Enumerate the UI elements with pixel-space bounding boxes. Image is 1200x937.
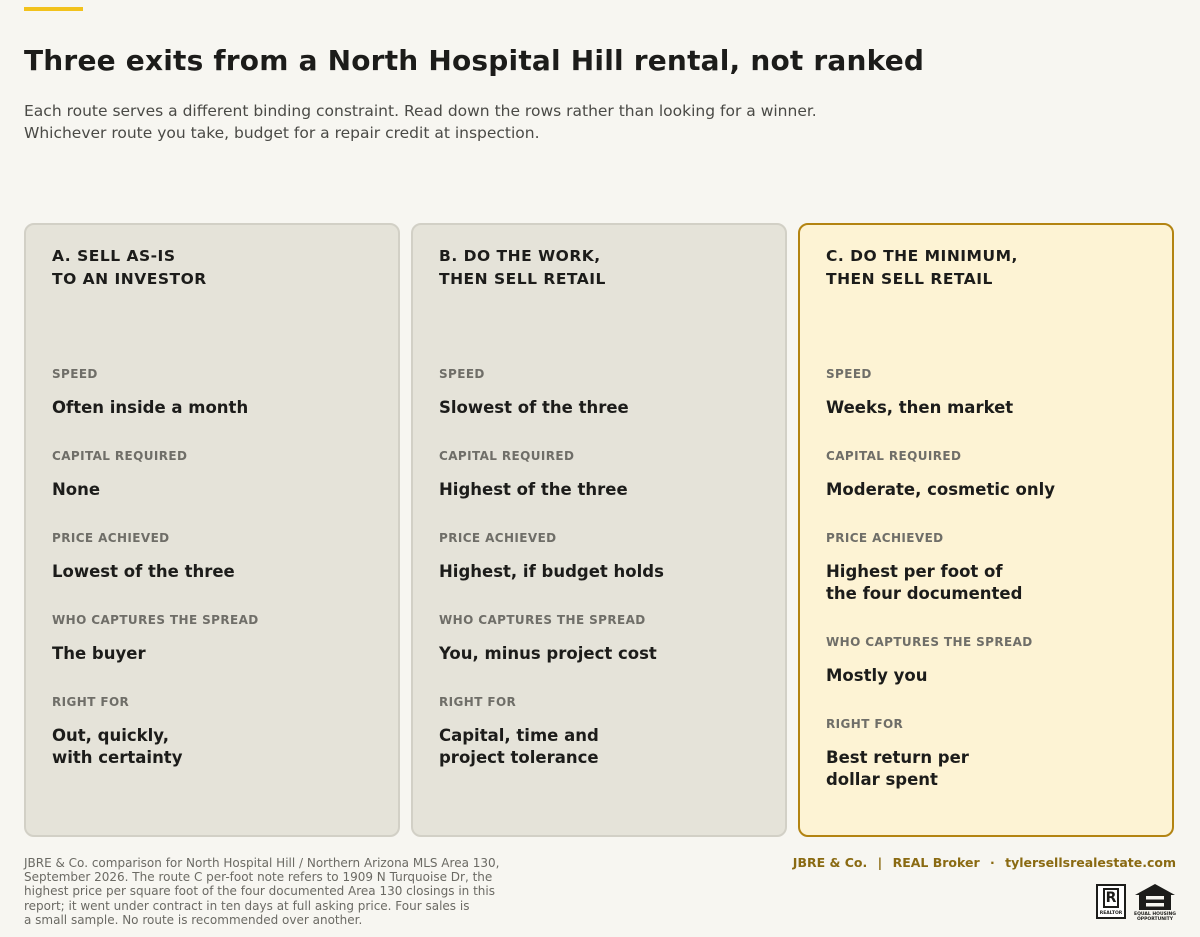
row-label: PRICE ACHIEVED — [52, 531, 170, 545]
row-value-line: Capital, time and — [439, 726, 599, 745]
row-value — [439, 713, 769, 795]
footnote-line: report; it went under contract in ten days at full asking price. Four sales is — [24, 898, 470, 913]
card-heading-line: A. SELL AS-IS — [52, 247, 176, 265]
brand-separator: · — [989, 855, 995, 870]
row-value — [52, 467, 382, 527]
page-title: Three exits from a North Hospital Hill rental, not ranked — [24, 44, 925, 77]
website-link[interactable]: tylersellsrealestate.com — [1005, 855, 1176, 870]
footnote-line: JBRE & Co. comparison for North Hospital Hill / Northern Arizona MLS Area 130, — [24, 856, 500, 870]
brand-separator: | — [877, 855, 883, 870]
card-rows — [52, 363, 382, 795]
equal-housing-opportunity-icon — [1133, 882, 1177, 924]
row-label: WHO CAPTURES THE SPREAD — [826, 635, 1033, 649]
broker-name: REAL Broker — [892, 855, 980, 870]
row-value-line: Highest of the three — [439, 480, 628, 499]
route-card — [24, 223, 400, 837]
row-value-line: Lowest of the three — [52, 562, 235, 581]
row-value — [52, 385, 382, 445]
row-label: PRICE ACHIEVED — [826, 531, 944, 545]
row-label: WHO CAPTURES THE SPREAD — [439, 613, 646, 627]
row-value-line: Often inside a month — [52, 398, 249, 417]
footnote-line: September 2026. The route C per-foot note refers to 1909 N Turquoise Dr, the — [24, 870, 493, 885]
row-value-line: dollar spent — [826, 770, 938, 789]
subtitle-line: Each route serves a different binding constraint. Read down the rows rather than looking for a winner. — [24, 102, 817, 120]
card-heading-line: TO AN INVESTOR — [52, 270, 207, 288]
row-value-line: the four documented — [826, 584, 1023, 603]
realtor-letter: R — [1103, 888, 1119, 908]
row-value-line: Highest per foot of — [826, 562, 1003, 581]
footnote — [24, 856, 499, 927]
accent-bar — [24, 7, 83, 11]
card-heading — [52, 245, 207, 291]
row-value — [439, 385, 769, 445]
row-label: RIGHT FOR — [439, 695, 517, 709]
card-heading — [826, 245, 1018, 291]
row-value — [52, 549, 382, 609]
row-label: PRICE ACHIEVED — [439, 531, 557, 545]
row-value — [439, 549, 769, 609]
eho-caption-line: OPPORTUNITY — [1136, 917, 1173, 922]
row-value — [826, 735, 1156, 817]
row-value — [826, 467, 1156, 527]
eho-caption — [1133, 912, 1177, 922]
row-value-line: You, minus project cost — [439, 644, 657, 663]
card-heading-line: THEN SELL RETAIL — [439, 270, 606, 288]
row-value-line: Weeks, then market — [826, 398, 1014, 417]
row-value — [826, 385, 1156, 445]
card-heading-line: THEN SELL RETAIL — [826, 270, 993, 288]
row-value-line: Moderate, cosmetic only — [826, 480, 1056, 499]
route-card — [798, 223, 1174, 837]
row-value-line: Out, quickly, — [52, 726, 170, 745]
footnote-line: highest price per square foot of the four documented Area 130 closings in this — [24, 884, 495, 899]
route-card — [411, 223, 787, 837]
row-value-line: The buyer — [52, 644, 146, 663]
row-value — [826, 653, 1156, 713]
row-value-line: Best return per — [826, 748, 969, 767]
row-label: CAPITAL REQUIRED — [826, 449, 962, 463]
row-value — [439, 467, 769, 527]
row-value — [52, 713, 382, 795]
card-rows — [826, 363, 1156, 817]
card-heading — [439, 245, 606, 291]
row-value-line: project tolerance — [439, 748, 599, 767]
card-heading-line: B. DO THE WORK, — [439, 247, 601, 265]
row-label: SPEED — [439, 367, 485, 381]
realtor-r-icon — [1096, 884, 1126, 919]
subtitle — [24, 100, 817, 144]
row-label: SPEED — [52, 367, 98, 381]
row-value-line: with certainty — [52, 748, 183, 767]
row-label: RIGHT FOR — [826, 717, 904, 731]
row-value-line: None — [52, 480, 101, 499]
row-value — [439, 631, 769, 691]
row-value-line: Slowest of the three — [439, 398, 629, 417]
subtitle-line: Whichever route you take, budget for a repair credit at inspection. — [24, 124, 540, 142]
row-label: RIGHT FOR — [52, 695, 130, 709]
company-name: JBRE & Co. — [792, 855, 868, 870]
row-value-line: Mostly you — [826, 666, 928, 685]
footnote-line: a small sample. No route is recommended over another. — [24, 912, 363, 927]
row-label: WHO CAPTURES THE SPREAD — [52, 613, 259, 627]
realtor-caption: REALTOR — [1099, 911, 1123, 916]
row-label: SPEED — [826, 367, 872, 381]
row-value — [826, 549, 1156, 631]
card-rows — [439, 363, 769, 795]
eho-caption-line: EQUAL HOUSING — [1134, 912, 1176, 917]
card-heading-line: C. DO THE MINIMUM, — [826, 247, 1018, 265]
row-value — [52, 631, 382, 691]
row-value-line: Highest, if budget holds — [439, 562, 664, 581]
row-label: CAPITAL REQUIRED — [439, 449, 575, 463]
brand-line — [793, 855, 1176, 870]
row-label: CAPITAL REQUIRED — [52, 449, 188, 463]
